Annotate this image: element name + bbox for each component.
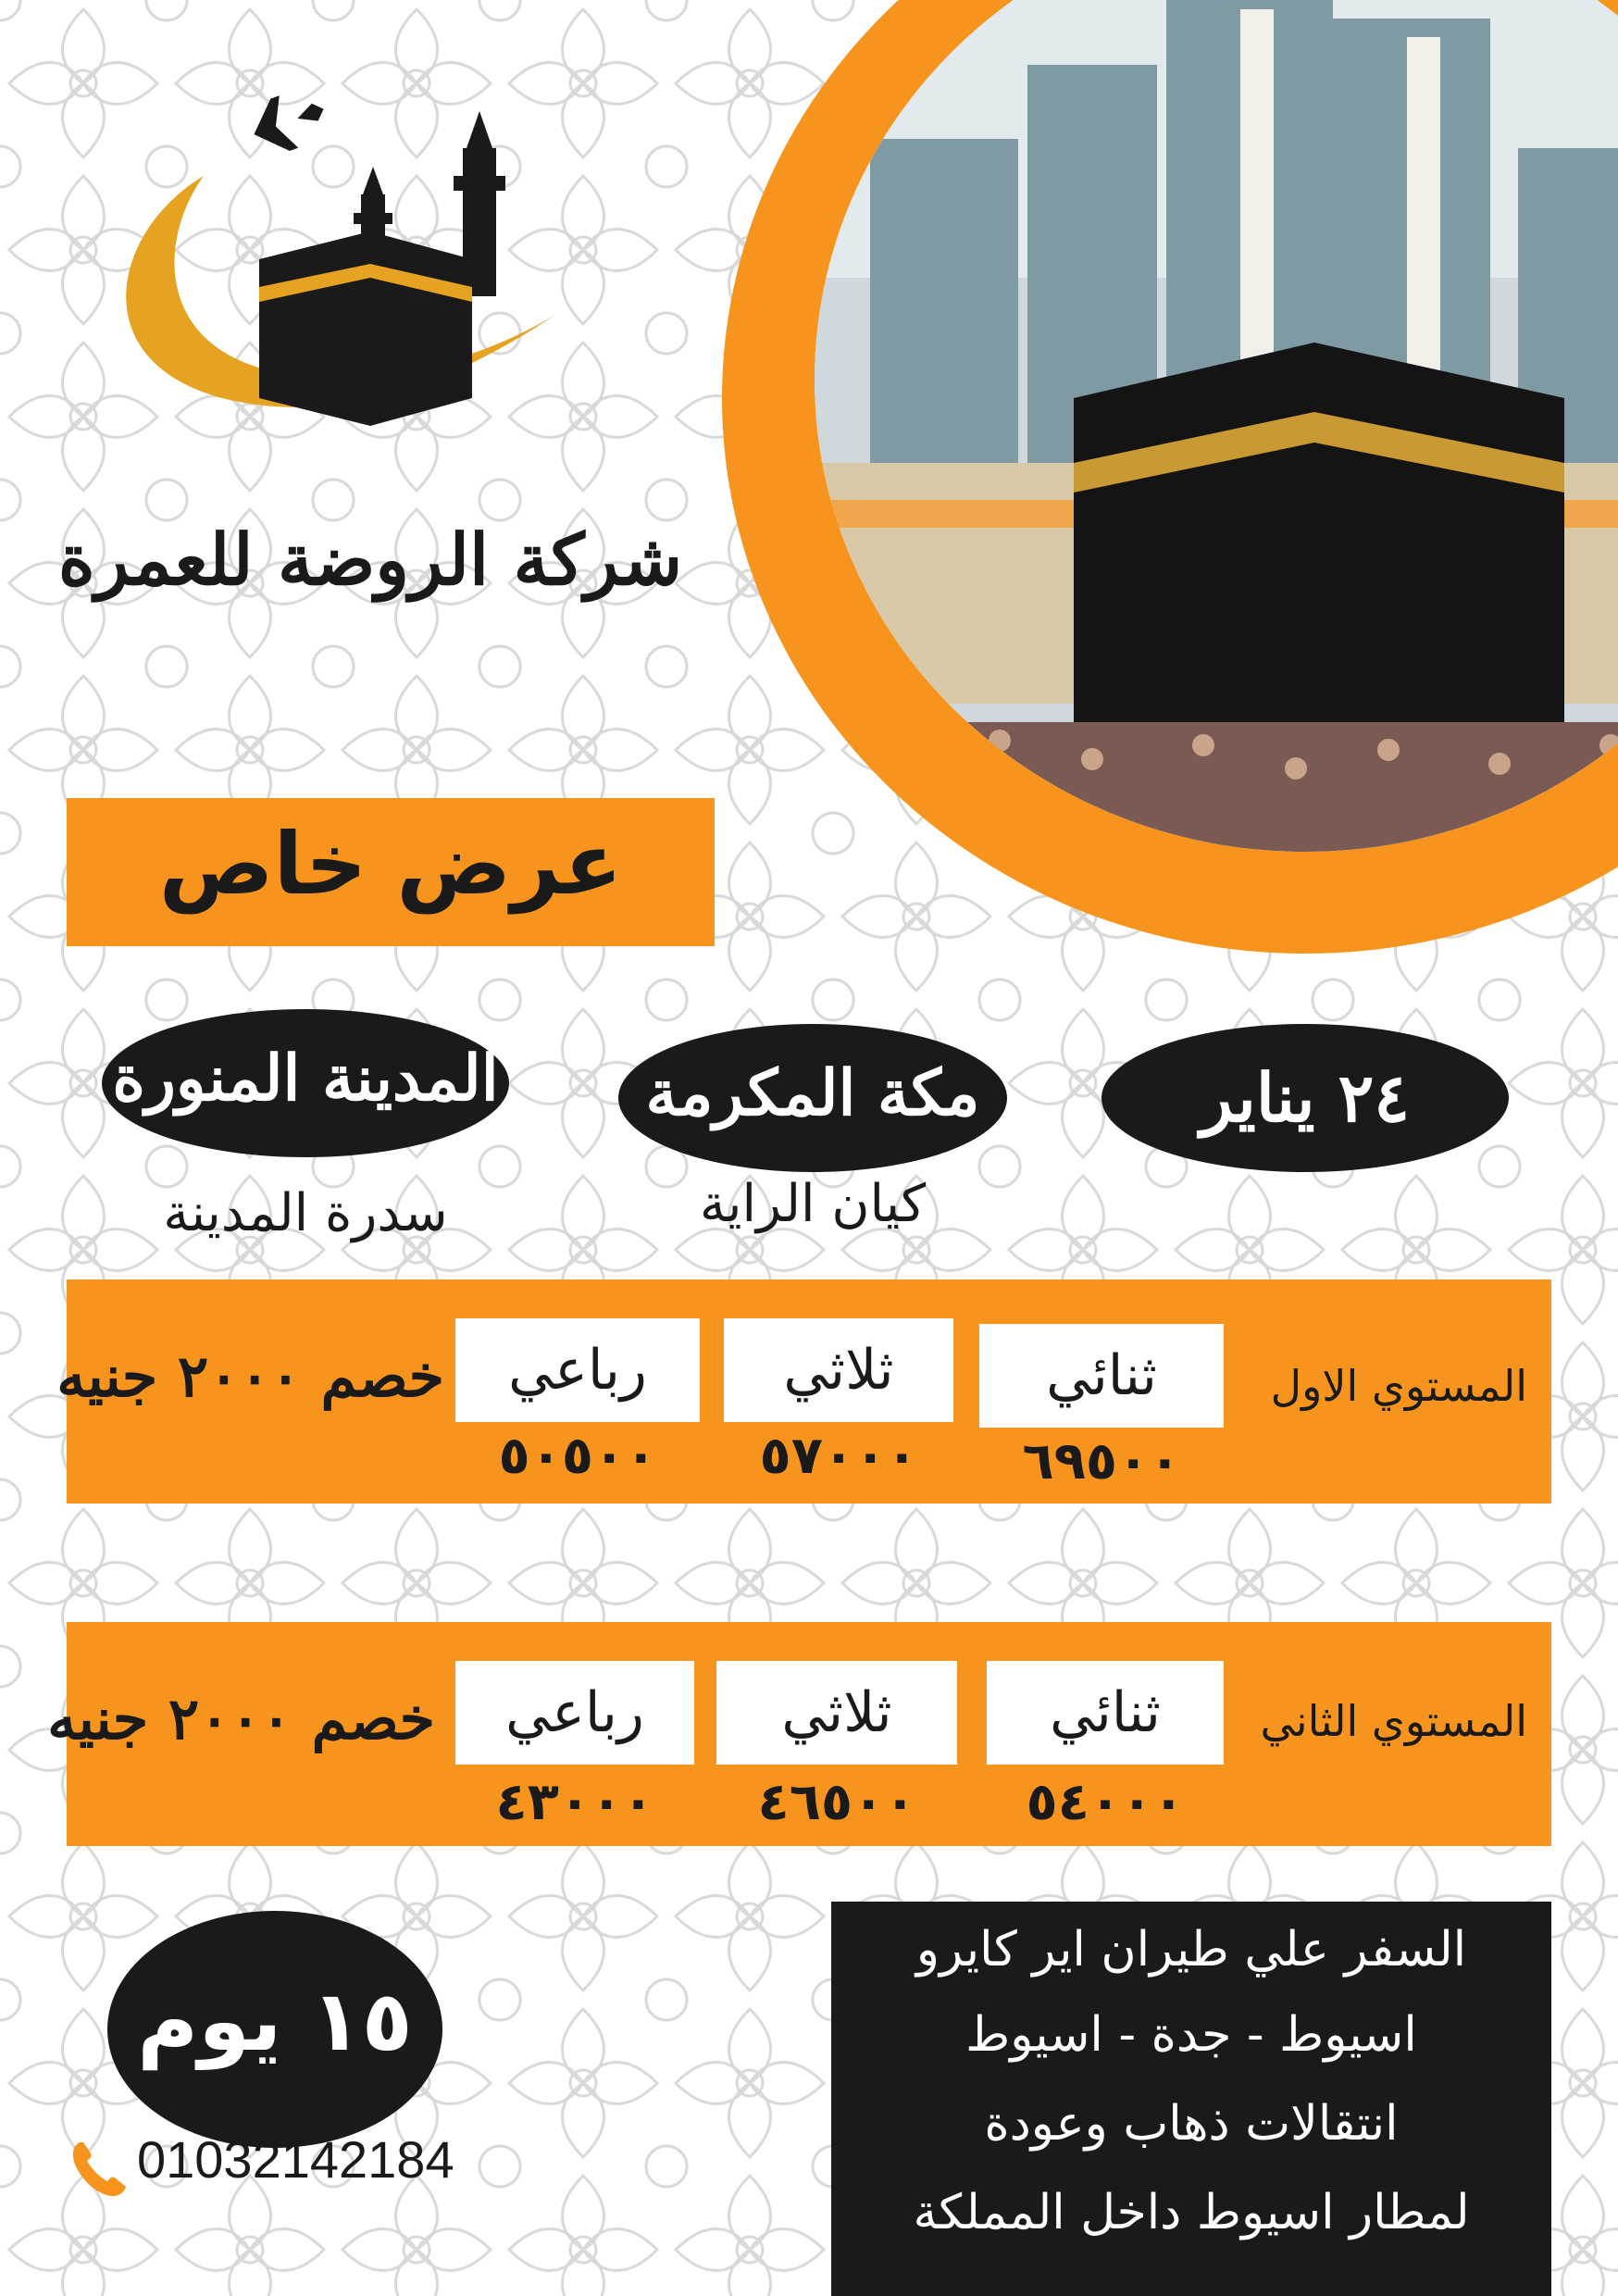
info-line-airport: لمطار اسيوط داخل المملكة (913, 2185, 1470, 2240)
level-2-price-double: ٥٤٠٠٠ (1026, 1772, 1185, 1832)
company-name: شركة الروضة للعمرة (57, 518, 683, 601)
level-2-price-quad: ٤٣٠٠٠ (495, 1772, 654, 1832)
level-1-label: المستوي الاول (1270, 1361, 1527, 1411)
level-1-price-double: ٦٩٥٠٠ (1022, 1431, 1181, 1491)
makkah-badge: مكة المكرمة (618, 1024, 1007, 1172)
level-1-price-quad: ٥٠٥٠٠ (498, 1426, 657, 1486)
info-line-route: اسيوط - جدة - اسيوط (965, 2007, 1417, 2063)
offer-title: عرض خاص (158, 815, 623, 914)
madinah-badge: المدينة المنورة (102, 1009, 509, 1157)
level-2-room-triple: ثلاثي (716, 1661, 957, 1765)
level-1-room-triple: ثلاثي (724, 1318, 953, 1422)
date-badge: ٢٤ يناير (1101, 1024, 1509, 1172)
info-line-transfers: انتقالات ذهاب وعودة (984, 2096, 1399, 2152)
level-2-discount: خصم ٢٠٠٠ جنيه (47, 1685, 435, 1753)
level-2-room-quad: رباعي (455, 1661, 694, 1765)
level-1-room-quad: رباعي (455, 1318, 700, 1422)
phone-number[interactable]: 01032142184 (137, 2130, 454, 2189)
madinah-hotel: سدرة المدينة (163, 1183, 448, 1243)
level-2-room-double: ثنائي (987, 1661, 1224, 1765)
info-line-airline: السفر علي طيران اير كايرو (915, 1922, 1467, 1978)
plane-icon (210, 93, 333, 173)
level-1-room-double: ثنائي (979, 1324, 1224, 1428)
duration-badge: ١٥ يوم (107, 1911, 442, 2148)
phone-icon (67, 2137, 131, 2202)
level-2-price-triple: ٤٦٥٠٠ (757, 1772, 916, 1832)
level-1-discount: خصم ٢٠٠٠ جنيه (56, 1342, 444, 1410)
level-1-price-triple: ٥٧٠٠٠ (759, 1426, 918, 1486)
company-logo (74, 93, 592, 481)
kaaba-icon (259, 231, 472, 426)
makkah-hotel: كيان الراية (699, 1174, 927, 1234)
level-2-label: المستوي الثاني (1260, 1696, 1527, 1746)
